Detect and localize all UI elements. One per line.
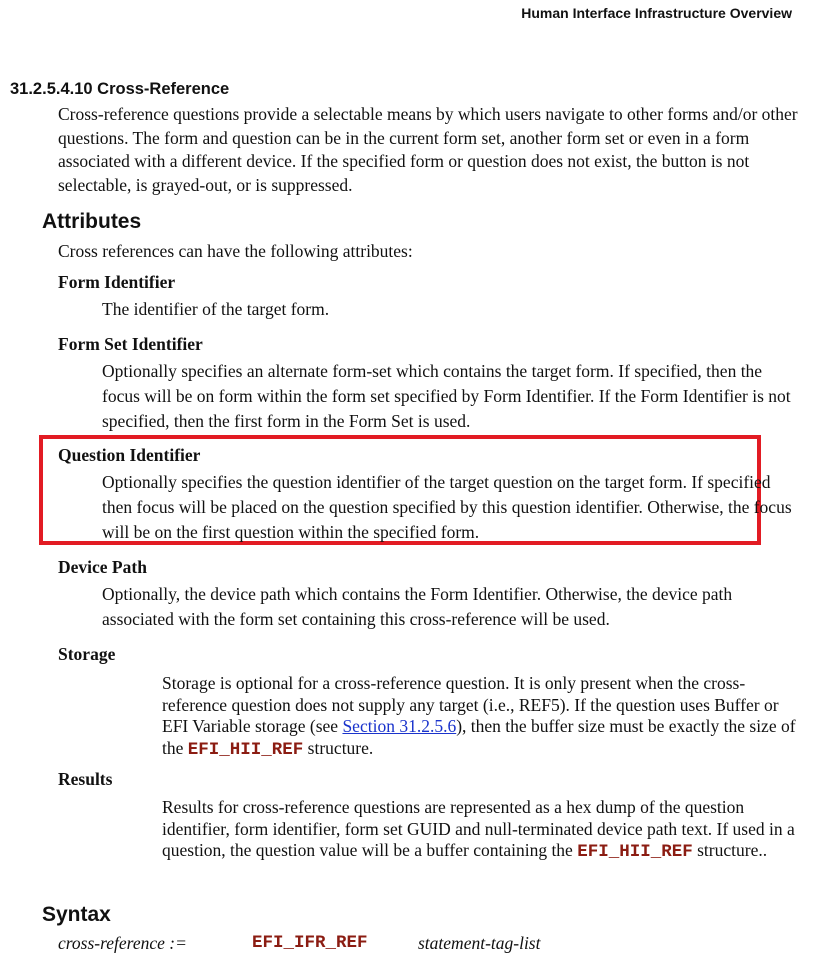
storage-text-1: Storage is optional for a cross-reference question. It is only present when the cross-reference question does not supply any target (i.e., REF5). If the question uses Buffer or EFI Variable storage (see [162, 673, 779, 736]
page-header-title: Human Interface Infrastructure Overview [521, 5, 792, 21]
def-device-path: Optionally, the device path which contains the Form Identifier. Otherwise, the device path associated with the form set containing this cross-reference will be used. [102, 584, 733, 629]
term-storage: Storage [58, 644, 116, 664]
storage-text-2: ), then the buffer size must be exactly the size of the [162, 716, 796, 758]
results-text-2: structure.. [692, 840, 768, 860]
term-results: Results [58, 769, 113, 789]
attributes-heading: Attributes [42, 210, 142, 233]
syntax-keyword: EFI_IFR_REF [252, 933, 368, 953]
syntax-heading: Syntax [42, 903, 111, 926]
def-question-identifier: Optionally specifies the question identifier of the target question on the target form. If specified then focus will be placed on the question specified by this question identifier. Otherwise, the focus will be on the first question within the specified form. [102, 472, 792, 542]
storage-text-3: structure. [303, 737, 374, 758]
term-form-set-identifier: Form Set Identifier [58, 334, 203, 354]
results-code: EFI_HII_REF [577, 842, 693, 862]
term-form-identifier: Form Identifier [58, 272, 176, 292]
syntax-rhs: statement-tag-list [418, 933, 541, 953]
def-storage [162, 673, 798, 761]
def-form-set-identifier: Optionally specifies an alternate form-set which contains the target form. If specified, then the focus will be on form within the form set specified by Form Identifier. If the Form Identifier is not specified, then the first form in the Form Set is used. [102, 361, 791, 431]
def-form-identifier: The identifier of the target form. [102, 299, 330, 319]
term-device-path: Device Path [58, 557, 147, 577]
section-link[interactable]: Section 31.2.5.6 [342, 716, 457, 736]
def-results [162, 797, 798, 864]
term-question-identifier: Question Identifier [58, 445, 201, 465]
results-text-1: Results for cross-reference questions are represented as a hex dump of the question identifier, form identifier, form set GUID and null-terminated device path text. If used in a question, the question value will be a buffer containing the [162, 797, 795, 860]
syntax-lhs: cross-reference := [58, 933, 187, 953]
section-intro: Cross-reference questions provide a selectable means by which users navigate to other forms and/or other questions. The form and question can be in the current form set, another form set or even in a form associated with a different device. If the specified form or question does not exist, the button is not selectable, is grayed-out, or is suppressed. [58, 104, 798, 195]
section-title: 31.2.5.4.10 Cross-Reference [10, 80, 230, 98]
storage-code: EFI_HII_REF [187, 739, 304, 760]
attributes-intro: Cross references can have the following attributes: [58, 241, 413, 261]
